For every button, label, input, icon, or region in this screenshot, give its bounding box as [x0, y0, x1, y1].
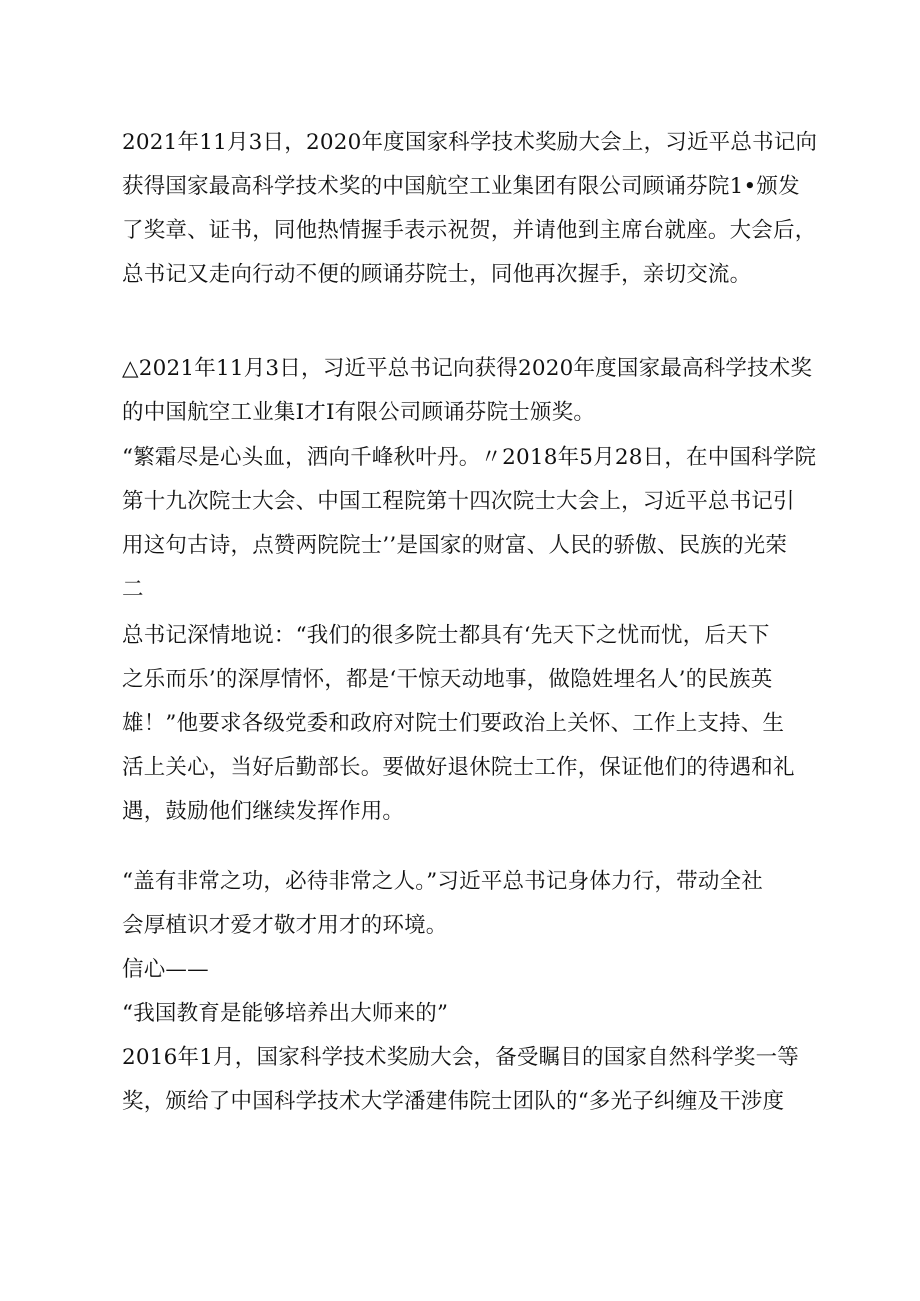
paragraph-award-ceremony [122, 121, 818, 297]
text-line: 了奖章、证书，同他热情握手表示祝贺，并请他到主席台就座。大会后， [122, 218, 817, 243]
paragraph-talent-quote [122, 860, 812, 948]
text-line: 2021年11月3日，2020年度国家科学技术奖励大会上，习近平总书记向 [122, 130, 818, 155]
text-line: 雄！”他要求各级党委和政府对院士们要政治上关怀、工作上支持、生 [122, 711, 785, 736]
text-line: 的中国航空工业集I才I有限公司顾诵芬院士颁奖。 [122, 400, 596, 425]
text-line: “我国教育是能够培养出大师来的” [122, 1001, 449, 1026]
text-line: 活上关心，当好后勤部长。要做好退休院士工作，保证他们的待遇和礼 [122, 755, 795, 780]
text-line: △2021年11月3日，习近平总书记向获得2020年度国家最高科学技术奖 [122, 356, 813, 381]
section-subheading-quote [122, 992, 812, 1036]
text-line: 奖，颁给了中国科学技术大学潘建伟院士团队的“多光子纠缠及干涉度 [122, 1089, 785, 1114]
text-line: 二 [122, 577, 144, 602]
paragraph-poem-quote [122, 436, 817, 612]
text-line: 用这句古诗，点赞两院院士’’是国家的财富、人民的骄傲、民族的光荣 [122, 533, 788, 558]
text-line: 总书记深情地说：“我们的很多院士都具有‘先天下之忧而忧，后天下 [122, 623, 770, 648]
paragraph-speech [122, 614, 812, 834]
text-line: “繁霜尽是心头血，洒向千峰秋叶丹。〃2018年5月28日，在中国科学院 [122, 445, 817, 470]
text-line: 会厚植识才爱才敬才用才的环境。 [122, 913, 448, 938]
paragraph-science-award [122, 1036, 812, 1124]
text-line: 信心—— [122, 957, 209, 982]
text-line: 遇，鼓励他们继续发挥作用。 [122, 799, 405, 824]
text-line: 第十九次院士大会、中国工程院第十四次院士大会上，习近平总书记引 [122, 489, 795, 514]
text-line: 之乐而乐’的深厚情怀，都是‘干惊天动地事，做隐姓埋名人’的民族英 [122, 667, 773, 692]
text-line: 获得国家最高科学技术奖的中国航空工业集团有限公司顾诵芬院1•颁发 [122, 174, 800, 199]
paragraph-photo-caption [122, 347, 812, 435]
text-line: “盖有非常之功，必待非常之人。”习近平总书记身体力行，带动全社 [122, 869, 763, 894]
text-line: 2016年1月，国家科学技术奖励大会，备受瞩目的国家自然科学奖一等 [122, 1045, 799, 1070]
section-heading-confidence [122, 948, 812, 992]
text-line: 总书记又走向行动不便的顾诵芬院士，同他再次握手，亲切交流。 [122, 262, 752, 287]
